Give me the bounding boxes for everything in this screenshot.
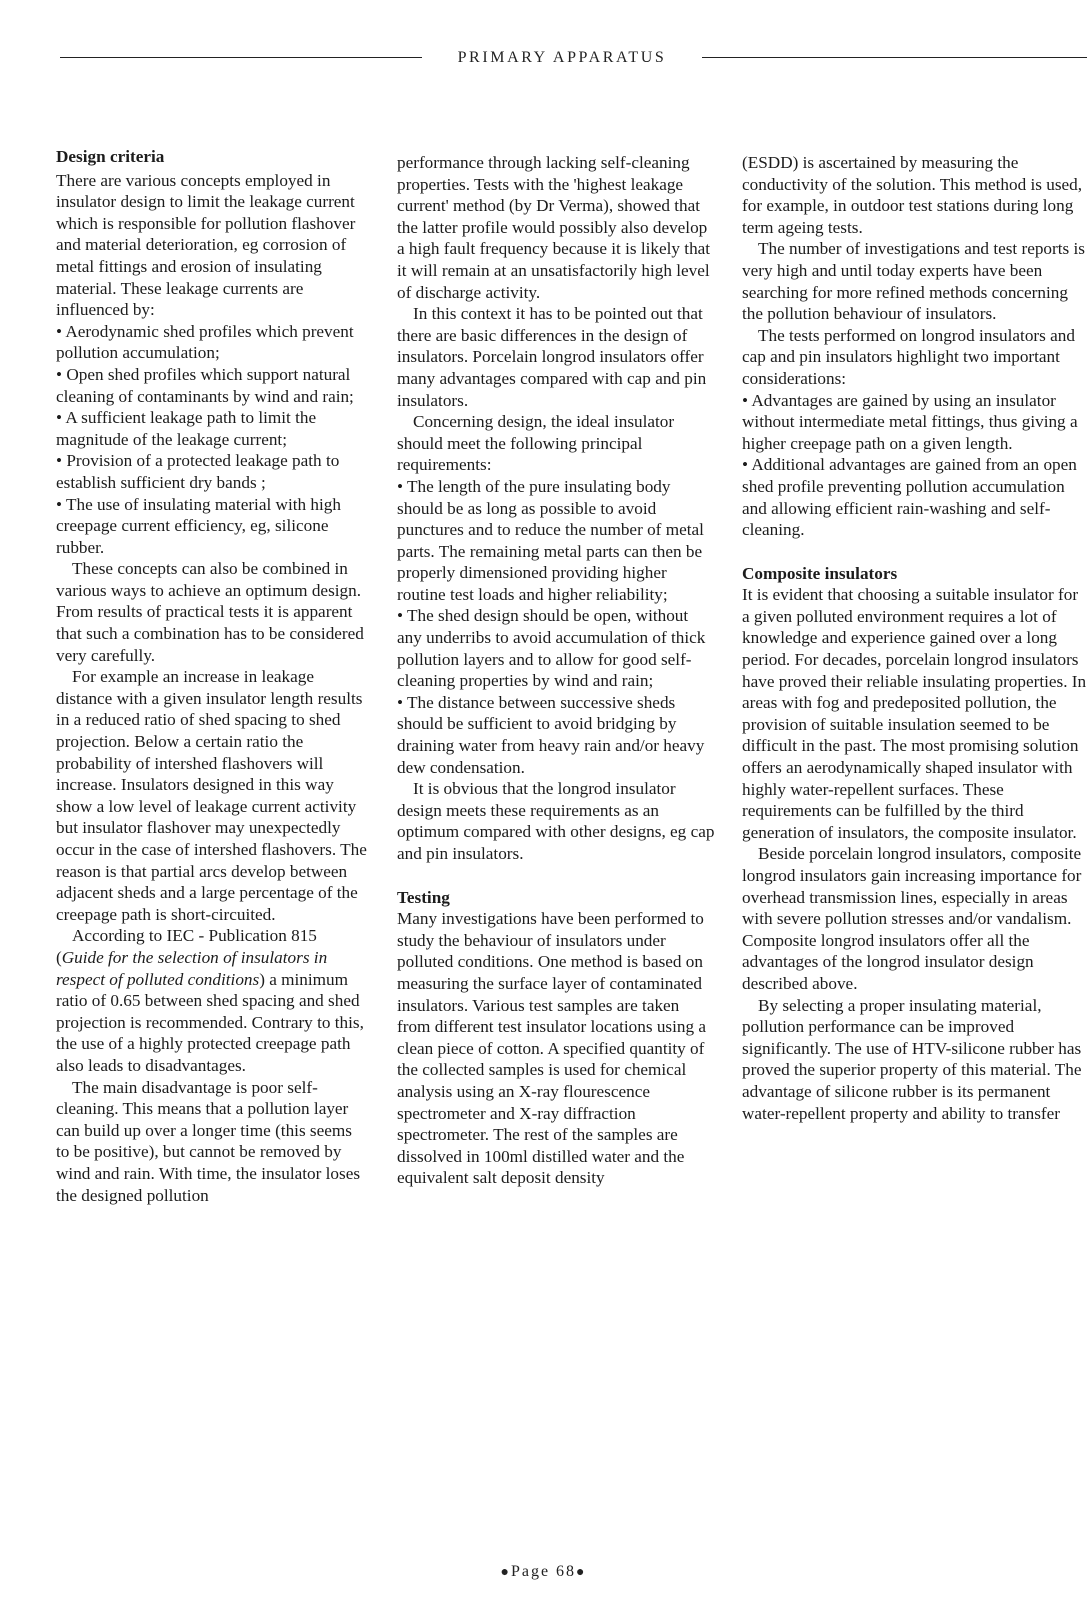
header-title: PRIMARY APPARATUS	[457, 49, 667, 66]
paragraph: There are various concepts employed in insulator design to limit the leakage current which is responsible for pollution flashover and material deterioration, eg corrosion of metal fittings and erosion of insulating material. These leakage currents are influenced by:	[56, 170, 356, 320]
paragraph: Concerning design, the ideal insulator should meet the following principal requirements:	[397, 412, 675, 475]
running-header	[60, 46, 1087, 70]
paragraph: Many investigations have been performed to study the behaviour of insulators under polluted conditions. One method is based on measuring the surface layer of contaminated insulators. Various test samples are taken from different test insulator locations using a clean piece of cotton. A specified quantity of the collected samples is used for chemical analysis using an X-ray flourescence spectrometer and X-ray diffraction spectrometer. The rest of the samples are dissolved in 100ml distilled water and the equivalent salt deposit density	[397, 909, 706, 1188]
paragraph: For example an increase in leakage distance with a given insulator length results in a reduced ratio of shed spacing to shed projection. Below a certain ratio the probability of intershed flashovers will increase. Insulators designed in this way show a low level of leakage current activity but insulator flashover may unexpectedly occur in the case of intershed flashovers. The reason is that partial arcs develop between adjacent sheds and a large percentage of the creepage path is short-circuited.	[56, 667, 367, 924]
bullet-item: • The length of the pure insulating body should be as long as possible to avoid punctures and to reduce the number of metal parts. The remaining metal parts can then be properly dimensioned providing higher routine test loads and higher reliability;	[397, 476, 704, 604]
bullet-item: • A sufficient leakage path to limit the magnitude of the leakage current;	[56, 408, 317, 449]
page-number: Page 68	[510, 1563, 577, 1580]
paragraph: The main disadvantage is poor self-cleaning. This means that a pollution layer can build up over a longer time (this seems to be positive), but cannot be removed by wind and rain. With time, the insulator loses the designed pollution	[56, 1077, 361, 1205]
paragraph: It is evident that choosing a suitable insulator for a given polluted environment requires a lot of knowledge and experience gained over a long period. For decades, porcelain longrod insulators have proved their reliable insulating properties. In areas with fog and predeposited pollution, the provision of suitable insulation seemed to be difficult in the past. The most promising solution offers an aerodynamically shaped insulator with highly water-repellent surfaces. These requirements can be fulfilled by the third generation of insulators, the composite insulator.	[742, 585, 1087, 842]
bullet-item: • Aerodynamic shed profiles which prevent pollution accumulation;	[56, 321, 354, 363]
heading-design-criteria: Design criteria	[56, 147, 165, 166]
column-3	[742, 146, 1087, 1124]
paragraph: (ESDD) is ascertained by measuring the conductivity of the solution. This method is used, for example, in outdoor test stations during long term ageing tests.	[742, 153, 1083, 237]
heading-composite-insulators: Composite insulators	[742, 563, 898, 583]
paragraph: These concepts can also be combined in various ways to achieve an optimum design. From results of practical tests it is apparent that such a combination has to be considered very carefully.	[56, 559, 364, 665]
heading-testing: Testing	[397, 887, 450, 907]
bullet-item: • The use of insulating material with high creepage current efficiency, eg, silicone rubber.	[56, 494, 341, 557]
iec-guide-title: Guide for the selection of insulators in respect of polluted conditions	[56, 947, 328, 989]
bullet-item: • Open shed profiles which support natural cleaning of contaminants by wind and rain;	[56, 364, 354, 406]
paragraph: performance through lacking self-cleaning properties. Tests with the 'highest leakage current' method (by Dr Verma), showed that the latter profile would possibly also develop a high fault frequency because it is likely that it will remain at an unsatisfactorily high level of discharge activity.	[397, 153, 711, 302]
footer-bullet-right: ●	[576, 1565, 587, 1580]
page-footer	[0, 1560, 1087, 1585]
footer-bullet-left: ●	[500, 1565, 511, 1580]
paragraph: By selecting a proper insulating material, pollution performance can be improved significantly. The use of HTV-silicone rubber has proved the superior property of this material. The advantage of silicone rubber is its permanent water-repellent property and ability to transfer	[742, 995, 1082, 1123]
column-1	[56, 146, 368, 1206]
paragraph-iec	[56, 925, 368, 1076]
paragraph: It is obvious that the longrod insulator design meets these requirements as an optimum compared with other designs, eg cap and pin insulators.	[397, 779, 715, 863]
column-2	[397, 146, 715, 1189]
paragraph: The tests performed on longrod insulators and cap and pin insulators highlight two important considerations:	[742, 325, 1075, 388]
header-rule-right	[702, 57, 1087, 58]
iec-text-before: According to IEC - Publication 815 (	[56, 926, 317, 967]
paragraph: In this context it has to be pointed out that there are basic differences in the design of insulators. Porcelain longrod insulators offer many advantages compared with cap and pin insulators.	[397, 304, 707, 410]
bullet-item: • The distance between successive sheds should be sufficient to avoid bridging by draining water from heavy rain and/or heavy dew condensation.	[397, 692, 705, 777]
paragraph: Beside porcelain longrod insulators, composite longrod insulators gain increasing importance for overhead transmission lines, especially in areas with severe pollution stresses and/or vandalism.	[742, 844, 1082, 929]
iec-text-after: ) a minimum ratio of 0.65 between shed spacing and shed projection is recommended. Contrary to this, the use of a highly protected creepage path also leads to disadvantages.	[56, 969, 364, 1075]
bullet-item: • Provision of a protected leakage path to establish sufficient dry bands ;	[56, 451, 340, 492]
bullet-item: • Advantages are gained by using an insulator without intermediate metal fittings, thus giving a higher creepage path on a given length.	[742, 390, 1078, 453]
bullet-item: • The shed design should be open, without any underribs to avoid accumulation of thick pollution layers and to allow for good self-cleaning properties by wind and rain;	[397, 606, 706, 691]
paragraph: The number of investigations and test reports is very high and until today experts have been searching for more refined methods concerning the pollution behaviour of insulators.	[742, 239, 1085, 324]
header-rule-left	[60, 57, 422, 58]
bullet-item: • Additional advantages are gained from an open shed profile preventing pollution accumulation and allowing efficient rain-washing and self-cleaning.	[742, 455, 1077, 540]
paragraph: Composite longrod insulators offer all the advantages of the longrod insulator design described above.	[742, 930, 1034, 993]
